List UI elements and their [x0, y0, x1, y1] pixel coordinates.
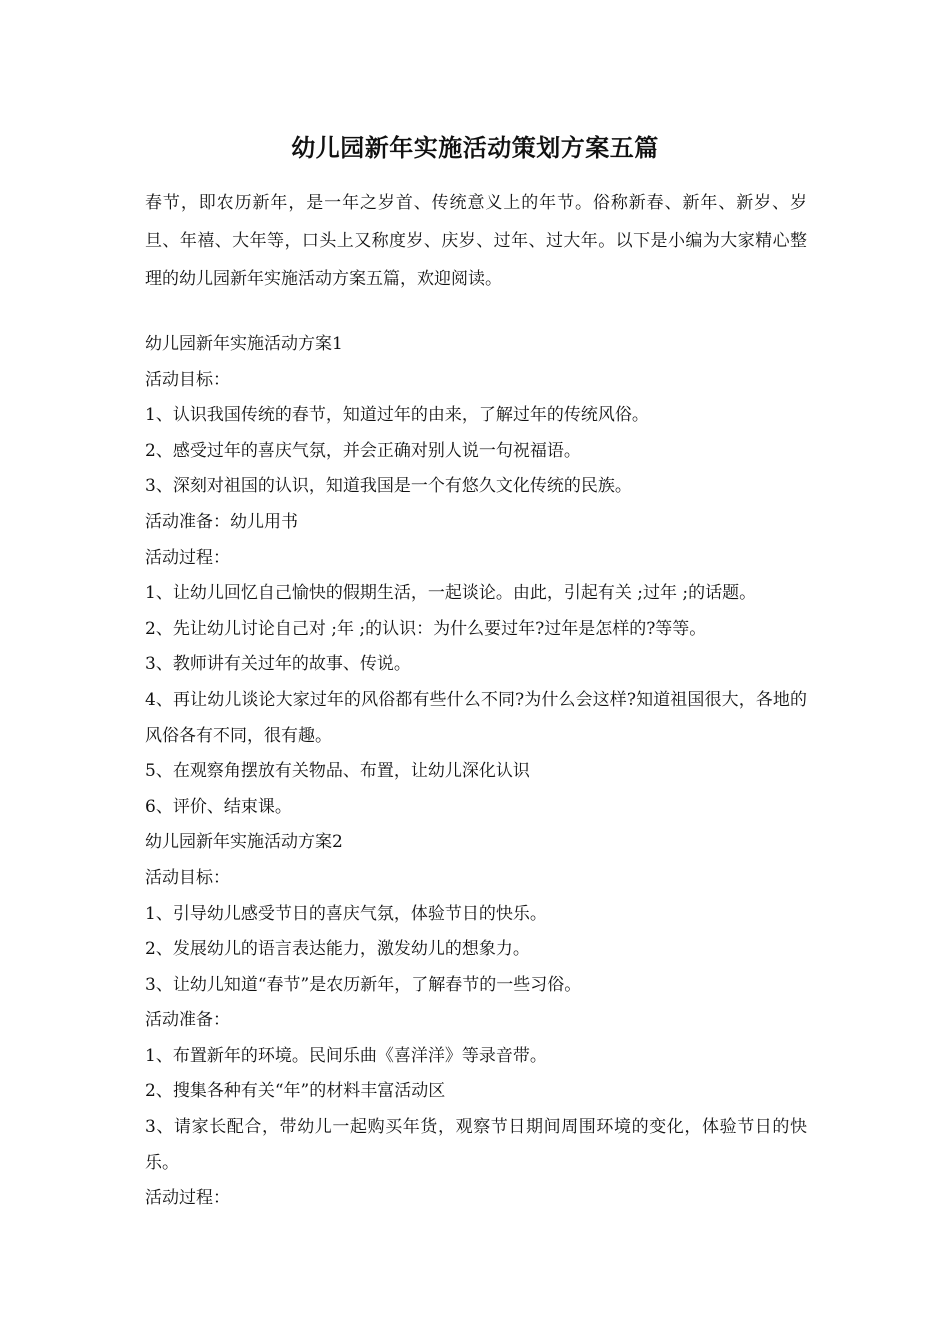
- body-paragraph: 5、在观察角摆放有关物品、布置，让幼儿深化认识: [145, 761, 530, 782]
- body-paragraph: 1、认识我国传统的春节，知道过年的由来，了解过年的传统风俗。: [145, 405, 649, 426]
- body-paragraph: 2、先让幼儿讨论自己对 ;年 ;的认识：为什么要过年?过年是怎样的?等等。: [145, 618, 707, 639]
- body-paragraph: 1、布置新年的环境。民间乐曲《喜洋洋》等录音带。: [145, 1045, 547, 1066]
- body-paragraph: 2、感受过年的喜庆气氛，并会正确对别人说一句祝福语。: [145, 440, 581, 461]
- intro-paragraph: 春节，即农历新年，是一年之岁首、传统意义上的年节。俗称新春、新年、新岁、岁旦、年禧、大年等，口头上又称度岁、庆岁、过年、过大年。以下是小编为大家精心整理的幼儿园新年实施活动方案五篇，欢迎阅读。: [145, 193, 807, 289]
- body-paragraph: 2、发展幼儿的语言表达能力，激发幼儿的想象力。: [145, 939, 530, 960]
- body-paragraph: 3、深刻对祖国的认识，知道我国是一个有悠久文化传统的民族。: [145, 476, 632, 497]
- document-title: 幼儿园新年实施活动策划方案五篇: [291, 133, 659, 162]
- body-paragraph: 幼儿园新年实施活动方案1: [145, 334, 343, 354]
- body-paragraph: 活动准备：幼儿用书: [145, 511, 298, 532]
- body-paragraph: 活动过程：: [145, 1188, 230, 1209]
- body-paragraph: 4、再让幼儿谈论大家过年的风俗都有些什么不同?为什么会这样?知道祖国很大，各地的风俗各有不同，很有趣。: [145, 689, 807, 746]
- body-paragraph: 活动目标：: [145, 369, 230, 390]
- document-body: [145, 327, 807, 1217]
- body-paragraph: 幼儿园新年实施活动方案2: [145, 832, 343, 853]
- body-paragraph: 活动过程：: [145, 547, 230, 568]
- body-paragraph: 1、引导幼儿感受节日的喜庆气氛，体验节日的快乐。: [145, 903, 547, 924]
- body-paragraph: 活动目标：: [145, 867, 230, 888]
- body-paragraph: 3、让幼儿知道“春节”是农历新年，了解春节的一些习俗。: [145, 974, 582, 995]
- body-paragraph: 3、教师讲有关过年的故事、传说。: [145, 654, 411, 675]
- body-paragraph: 2、搜集各种有关“年”的材料丰富活动区: [145, 1081, 446, 1102]
- body-paragraph: 1、让幼儿回忆自己愉快的假期生活，一起谈论。由此，引起有关 ;过年 ;的话题。: [145, 583, 757, 604]
- body-paragraph: 6、评价、结束课。: [145, 796, 292, 817]
- body-paragraph: 3、请家长配合，带幼儿一起购买年货，观察节日期间周围环境的变化，体验节日的快乐。: [145, 1117, 807, 1173]
- body-paragraph: 活动准备：: [145, 1010, 230, 1031]
